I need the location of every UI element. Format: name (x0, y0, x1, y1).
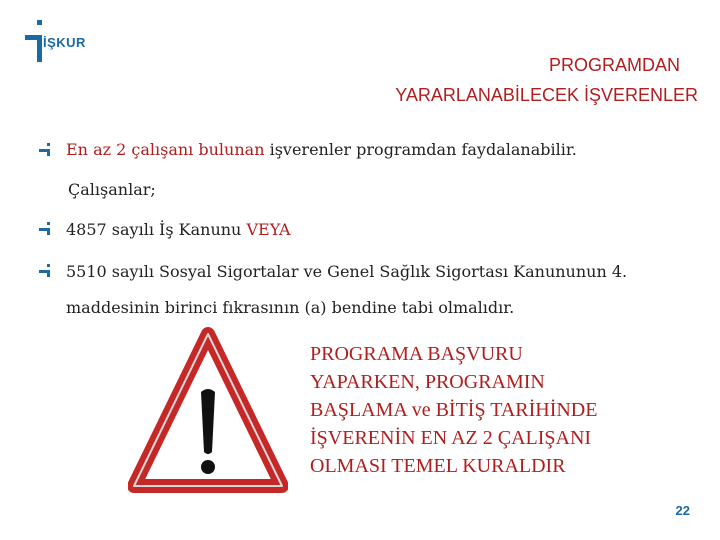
bullet-line-2: Çalışanlar; (68, 180, 156, 199)
warning-triangle-icon (128, 326, 288, 496)
warning-line-2: YAPARKEN, PROGRAMIN (310, 371, 545, 393)
bullet-line-1 (66, 140, 577, 159)
bullet-icon (38, 222, 52, 236)
title-line-1: PROGRAMDAN (548, 55, 680, 75)
warning-line-1: PROGRAMA BAŞVURU (310, 343, 523, 365)
bullet-line-3 (66, 220, 291, 239)
bullet-line-5: maddesinin birinci fıkrasının (a) bendine tabi olmalıdır. (66, 298, 515, 317)
page-number: 22 (675, 503, 690, 518)
warning-line-5: OLMASI TEMEL KURALDIR (310, 455, 566, 477)
bullet-1-text: işverenler programdan faydalanabilir. (264, 140, 577, 159)
bullet-3-emphasis: VEYA (246, 220, 291, 239)
bullet-line-4: 5510 sayılı Sosyal Sigortalar ve Genel Sağlık Sigortası Kanununun 4. (66, 262, 628, 281)
page-title (278, 50, 698, 110)
bullet-icon (38, 264, 52, 278)
bullet-icon (38, 143, 52, 157)
warning-line-4: İŞVERENİN EN AZ 2 ÇALIŞANI (310, 427, 592, 449)
warning-text (310, 340, 690, 480)
title-line-2: YARARLANABİLECEK İŞVERENLER (395, 85, 698, 105)
logo-text: İŞKUR (43, 35, 86, 50)
bullet-3-text: 4857 sayılı İş Kanunu (66, 220, 247, 239)
warning-line-3: BAŞLAMA ve BİTİŞ TARİHİNDE (310, 399, 598, 421)
bullet-1-emphasis: En az 2 çalışanı bulunan (66, 140, 265, 159)
